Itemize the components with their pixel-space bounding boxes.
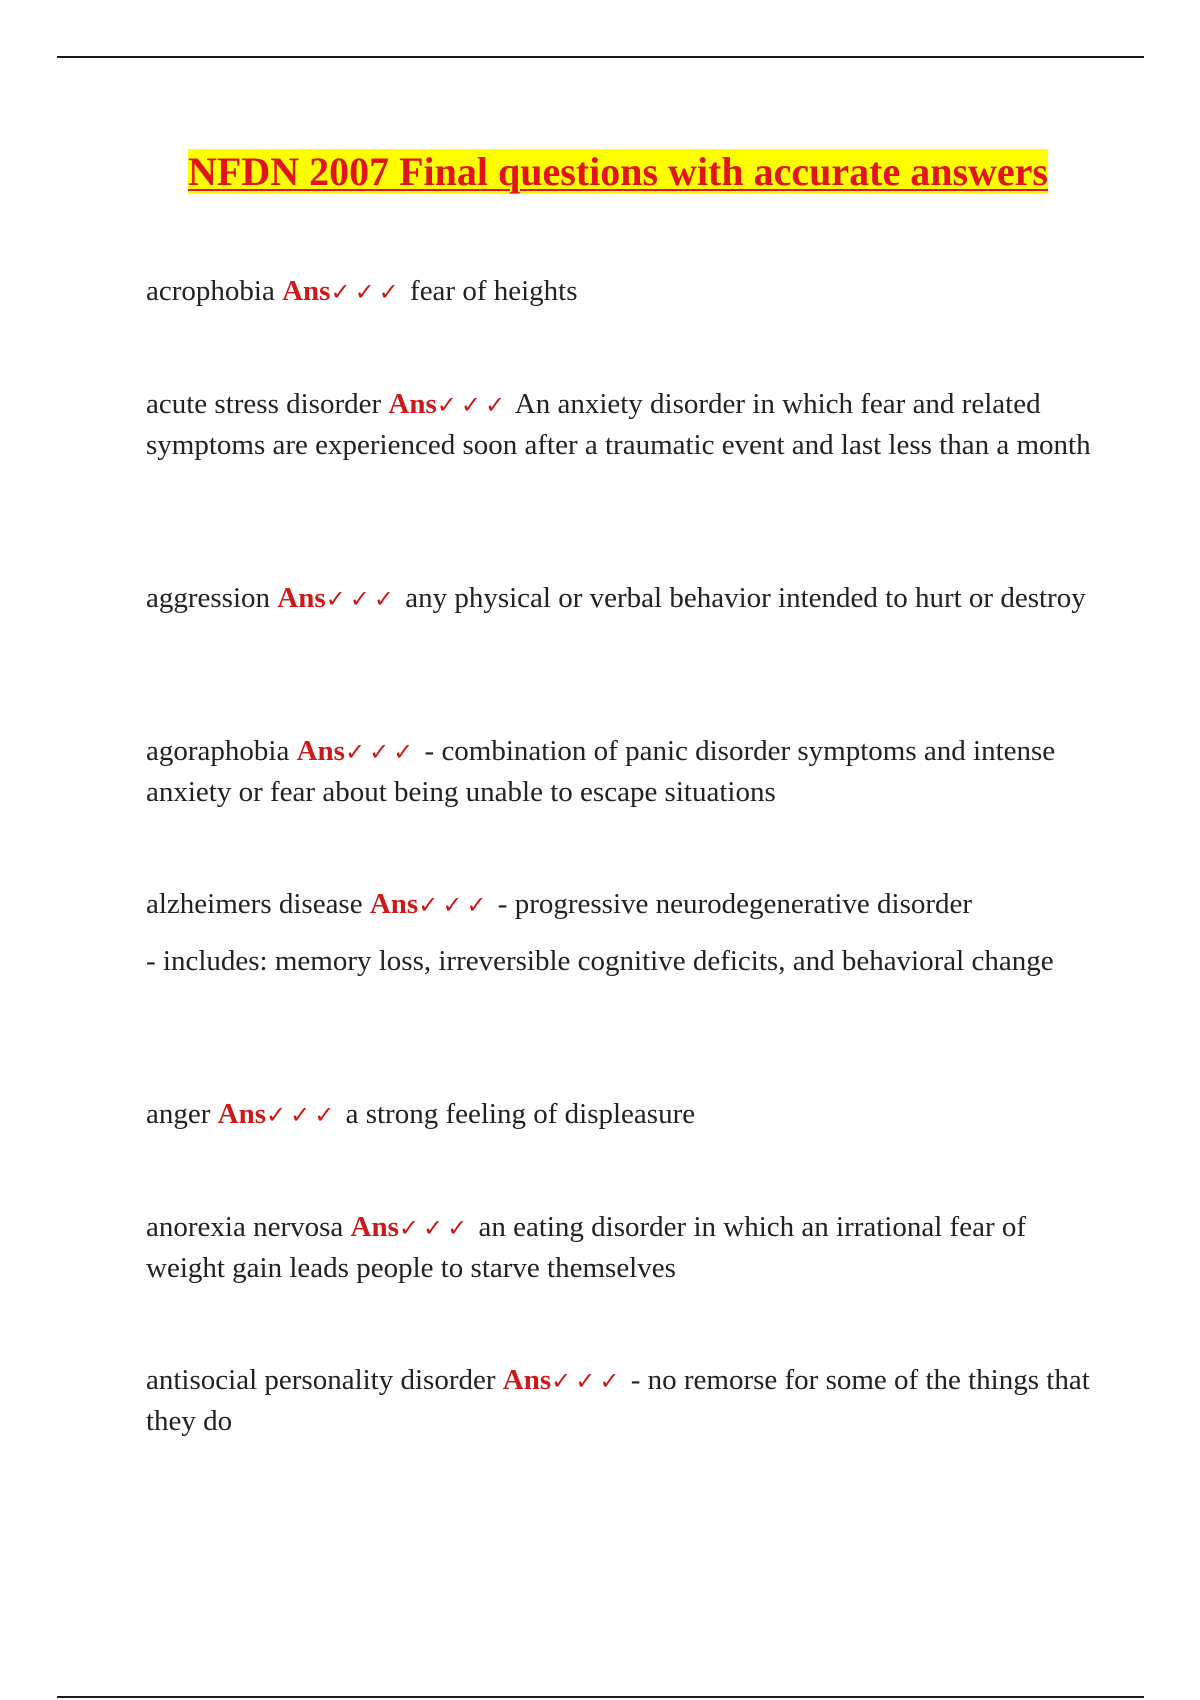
entry-aggression: [146, 578, 1096, 619]
ans-label: Ans: [369, 888, 419, 920]
ans-label: Ans: [350, 1211, 399, 1243]
ans-label: Ans: [296, 735, 345, 767]
entry-definition: a strong feeling of displeasure: [345, 1098, 696, 1130]
checkmark-icon: ✓✓✓: [418, 891, 491, 919]
entry-definition-extra: - includes: memory loss, irreversible cognitive deficits, and behavioral change: [146, 945, 1054, 977]
entry-definition: - no remorse for some of the things that they do: [146, 1364, 1090, 1437]
entry-acrophobia: [146, 271, 1096, 312]
checkmark-icon: ✓✓✓: [325, 585, 398, 613]
ans-label: Ans: [388, 388, 437, 420]
checkmark-icon: ✓✓✓: [551, 1367, 624, 1395]
entry-definition: - combination of panic disorder symptoms and intense anxiety or fear about being unable to escape situations: [146, 735, 1056, 808]
entry-definition: fear of heights: [410, 275, 578, 307]
document-title: NFDN 2007 Final questions with accurate answers: [188, 149, 1048, 194]
checkmark-icon: ✓✓✓: [344, 738, 418, 766]
entry-anorexia-nervosa: [146, 1207, 1096, 1288]
entry-definition: An anxiety disorder in which fear and related symptoms are experienced soon after a traumatic event and last less than a month: [146, 388, 1091, 461]
entry-definition: - progressive neurodegenerative disorder: [497, 888, 973, 920]
entry-term: alzheimers disease: [146, 888, 363, 920]
entry-acute-stress-disorder: [146, 384, 1096, 465]
entry-term: antisocial personality disorder: [146, 1364, 496, 1396]
entry-definition: an eating disorder in which an irrational fear of weight gain leads people to starve themselves: [146, 1211, 1027, 1284]
entry-alzheimers-disease-extra: [146, 941, 1096, 981]
top-rule: [57, 56, 1144, 58]
entry-antisocial-personality-disorder: [146, 1360, 1096, 1441]
entry-term: acrophobia: [146, 275, 275, 307]
entry-term: acute stress disorder: [146, 388, 382, 420]
checkmark-icon: ✓✓✓: [330, 278, 403, 306]
entry-alzheimers-disease: [146, 884, 1096, 925]
ans-label: Ans: [277, 582, 326, 614]
entry-term: aggression: [146, 582, 271, 614]
entry-term: anger: [146, 1098, 211, 1130]
entry-definition: any physical or verbal behavior intended to hurt or destroy: [405, 582, 1086, 614]
checkmark-icon: ✓✓✓: [436, 391, 510, 419]
checkmark-icon: ✓✓✓: [266, 1101, 339, 1129]
checkmark-icon: ✓✓✓: [398, 1214, 472, 1242]
ans-label: Ans: [502, 1364, 552, 1396]
ans-label: Ans: [217, 1098, 267, 1130]
entry-anger: [146, 1094, 1096, 1135]
entry-term: anorexia nervosa: [146, 1211, 344, 1243]
ans-label: Ans: [282, 275, 331, 307]
entry-term: agoraphobia: [146, 735, 290, 767]
bottom-rule: [57, 1696, 1144, 1698]
entry-agoraphobia: [146, 731, 1096, 812]
